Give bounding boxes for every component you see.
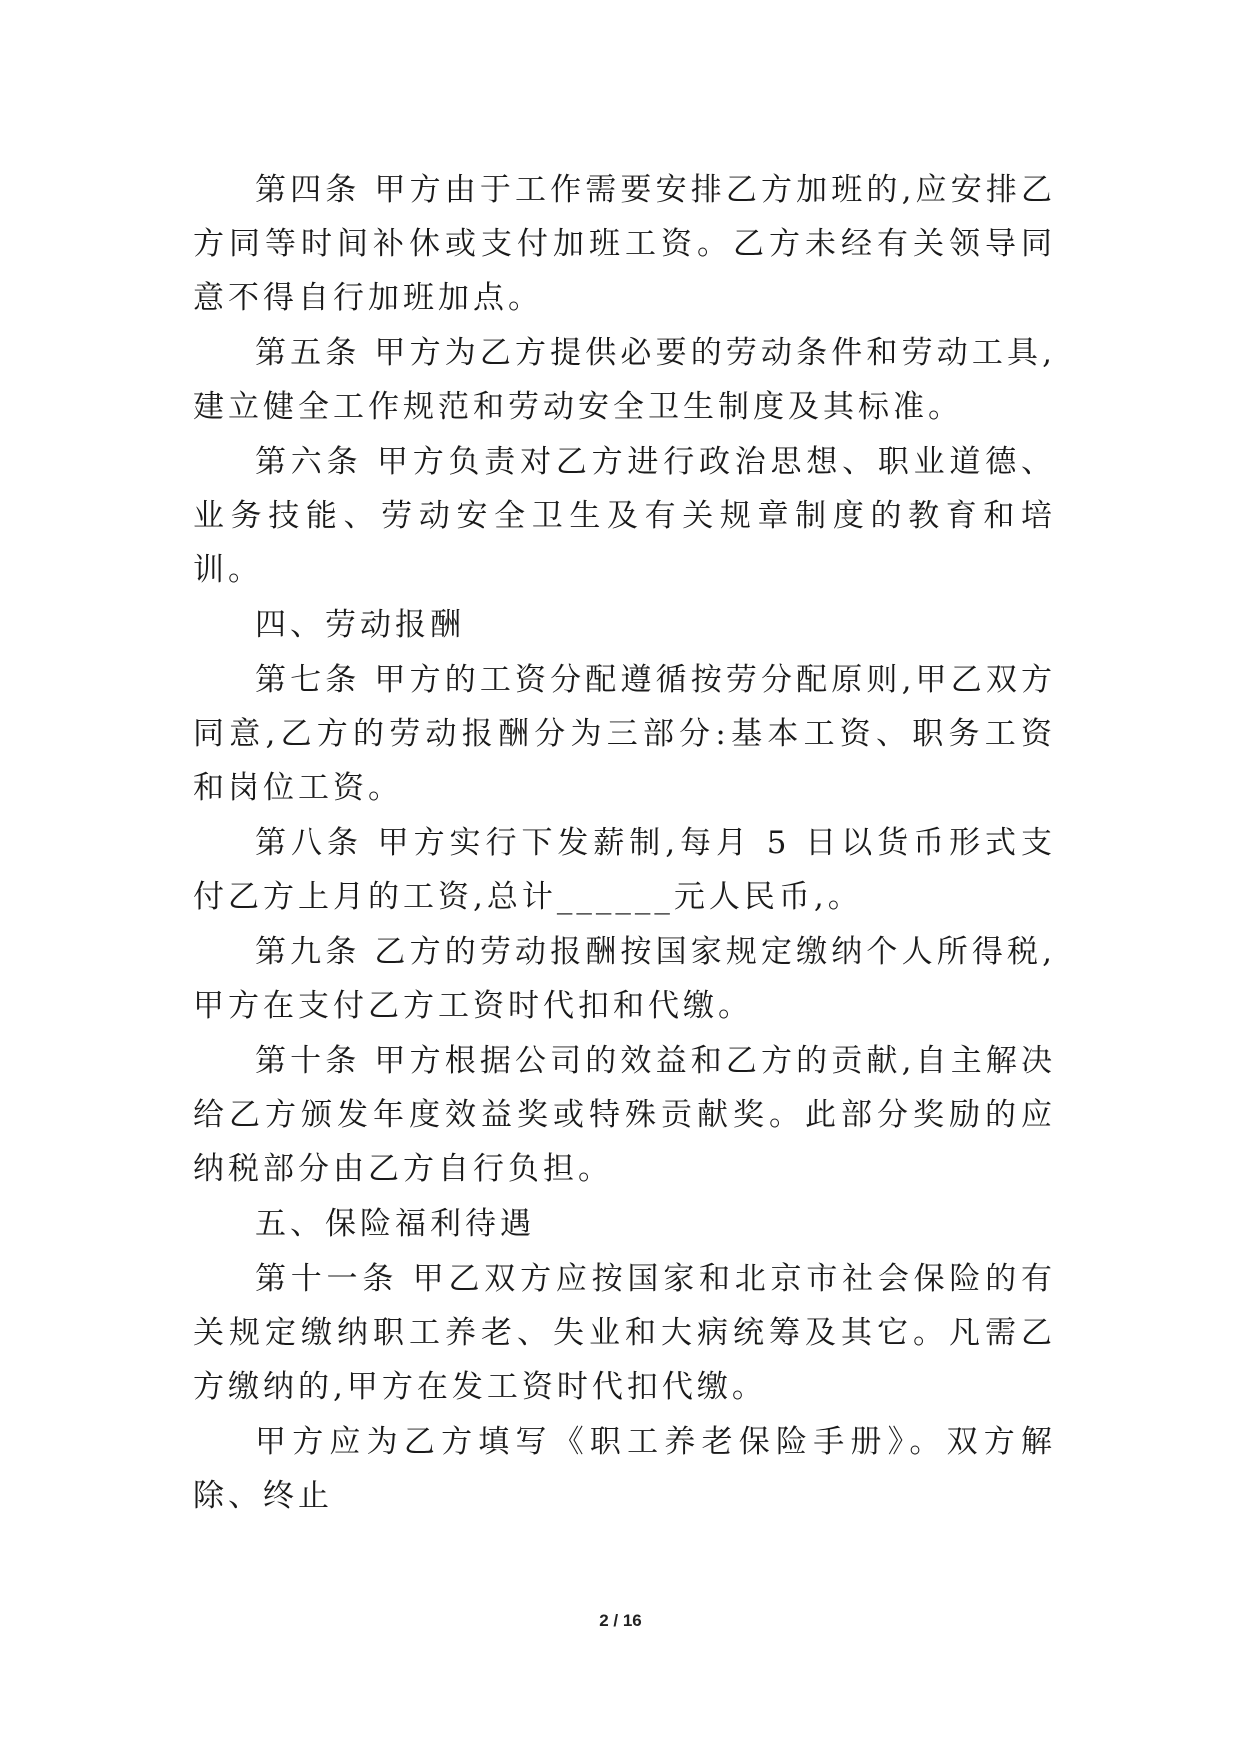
section-heading-remuneration: 四、劳动报酬 bbox=[255, 607, 465, 643]
section-heading-insurance: 五、保险福利待遇 bbox=[255, 1206, 535, 1242]
paragraph-article-7: 第七条 甲方的工资分配遵循按劳分配原则,甲乙双方同意,乙方的劳动报酬分为三部分:基本工资、职务工资和岗位工资。 bbox=[193, 662, 1056, 806]
paragraph-pension-handbook: 甲方应为乙方填写《职工养老保险手册》。双方解除、终止 bbox=[193, 1424, 1056, 1514]
paragraph-article-5: 第五条 甲方为乙方提供必要的劳动条件和劳动工具,建立健全工作规范和劳动安全卫生制度及其标准。 bbox=[193, 335, 1056, 425]
paragraph-article-6: 第六条 甲方负责对乙方进行政治思想、职业道德、业务技能、劳动安全卫生及有关规章制度的教育和培训。 bbox=[193, 444, 1056, 588]
paragraph-article-11: 第十一条 甲乙双方应按国家和北京市社会保险的有关规定缴纳职工养老、失业和大病统筹及其它。凡需乙方缴纳的,甲方在发工资时代扣代缴。 bbox=[193, 1261, 1056, 1405]
paragraph-article-10: 第十条 甲方根据公司的效益和乙方的贡献,自主解决给乙方颁发年度效益奖或特殊贡献奖。此部分奖励的应纳税部分由乙方自行负担。 bbox=[193, 1043, 1056, 1187]
paragraph-article-9: 第九条 乙方的劳动报酬按国家规定缴纳个人所得税,甲方在支付乙方工资时代扣和代缴。 bbox=[193, 934, 1056, 1024]
page-number: 2 / 16 bbox=[599, 1611, 642, 1630]
paragraph-article-8: 第八条 甲方实行下发薪制,每月 5 日以货币形式支付乙方上月的工资,总计______元人民币,。 bbox=[193, 825, 1056, 915]
document-body bbox=[193, 163, 1056, 1524]
paragraph-article-4: 第四条 甲方由于工作需要安排乙方加班的,应安排乙方同等时间补休或支付加班工资。乙方未经有关领导同意不得自行加班加点。 bbox=[193, 172, 1056, 316]
